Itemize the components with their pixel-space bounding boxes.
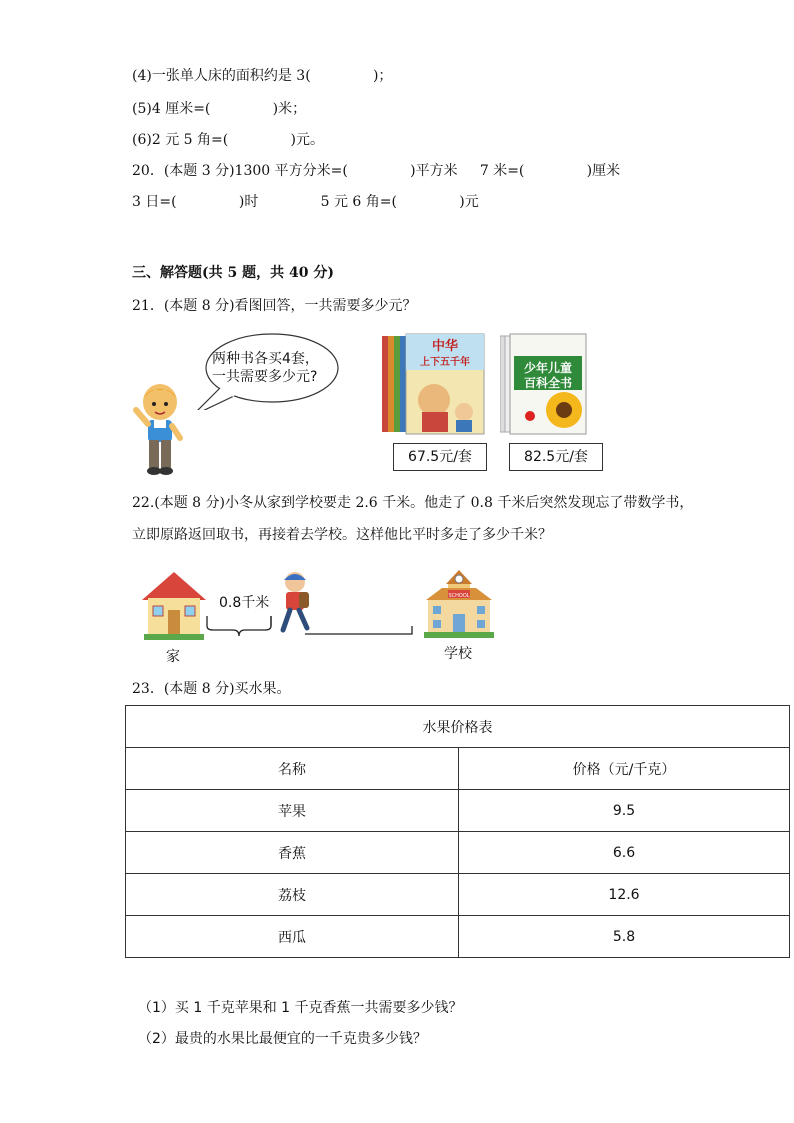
book-set-2-illustration <box>500 332 588 436</box>
fruit-name: 苹果 <box>126 790 459 832</box>
q23-sub-question-2: （2）最贵的水果比最便宜的一千克贵多少钱？ <box>138 1031 427 1047</box>
q23-text: 23．(本题 8 分)买水果。 <box>132 681 291 697</box>
table-row <box>126 832 790 874</box>
distance-label: 0.8千米 <box>219 595 270 611</box>
fruit-price: 5.8 <box>459 916 790 958</box>
q19-5-text: (5)4 厘米=( )米； <box>132 101 307 117</box>
bubble-text: 两种书各买4套， 一共需要多少元? <box>212 351 319 385</box>
table-header-name: 名称 <box>126 748 459 790</box>
q23-sub-question-1: （1）买 1 千克苹果和 1 千克香蕉一共需要多少钱？ <box>138 1000 463 1016</box>
svg-text:少年儿童: 少年儿童 <box>523 361 573 375</box>
q20-text-b: 3 日=( )时 5 元 6 角=( )元 <box>132 194 479 210</box>
fruit-price: 12.6 <box>459 874 790 916</box>
svg-text:上下五千年: 上下五千年 <box>420 357 470 368</box>
price-tag-book-1: 67.5元/套 <box>393 443 487 471</box>
q19-6-text: (6)2 元 5 角=( )元。 <box>132 132 324 148</box>
boy-illustration <box>130 380 190 476</box>
school-sign: SCHOOL <box>448 593 470 599</box>
table-title: 水果价格表 <box>126 706 790 748</box>
svg-text:中华: 中华 <box>431 339 459 354</box>
q21-text: 21．(本题 8 分)看图回答，一共需要多少元？ <box>132 298 417 314</box>
fruit-name: 西瓜 <box>126 916 459 958</box>
q20-text-a: 20．(本题 3 分)1300 平方分米=( )平方米 7 米=( )厘米 <box>132 163 621 179</box>
school-illustration <box>424 566 494 638</box>
table-row <box>126 790 790 832</box>
q22-text-b: 立即原路返回取书，再接着去学校。这样他比平时多走了多少千米？ <box>132 527 552 543</box>
fruit-price-table <box>125 705 790 958</box>
fruit-name: 香蕉 <box>126 832 459 874</box>
fruit-price: 6.6 <box>459 832 790 874</box>
table-header-price: 价格（元/千克） <box>459 748 790 790</box>
school-label: 学校 <box>444 646 472 662</box>
price-tag-book-2: 82.5元/套 <box>509 443 603 471</box>
table-row <box>126 874 790 916</box>
fruit-name: 荔枝 <box>126 874 459 916</box>
house-illustration <box>140 570 208 642</box>
fruit-price: 9.5 <box>459 790 790 832</box>
svg-text:百科全书: 百科全书 <box>523 376 573 390</box>
home-label: 家 <box>166 649 180 665</box>
walking-boy-illustration <box>275 570 315 634</box>
q22-text-a: 22.(本题 8 分)小冬从家到学校要走 2.6 千米。他走了 0.8 千米后突然发现忘了带数学书， <box>132 495 694 511</box>
book-set-1-illustration <box>382 332 486 436</box>
section-3-title: 三、解答题(共 5 题，共 40 分) <box>132 265 334 281</box>
table-row <box>126 916 790 958</box>
q19-4-text: (4)一张单人床的面积约是 3( )； <box>132 68 393 84</box>
